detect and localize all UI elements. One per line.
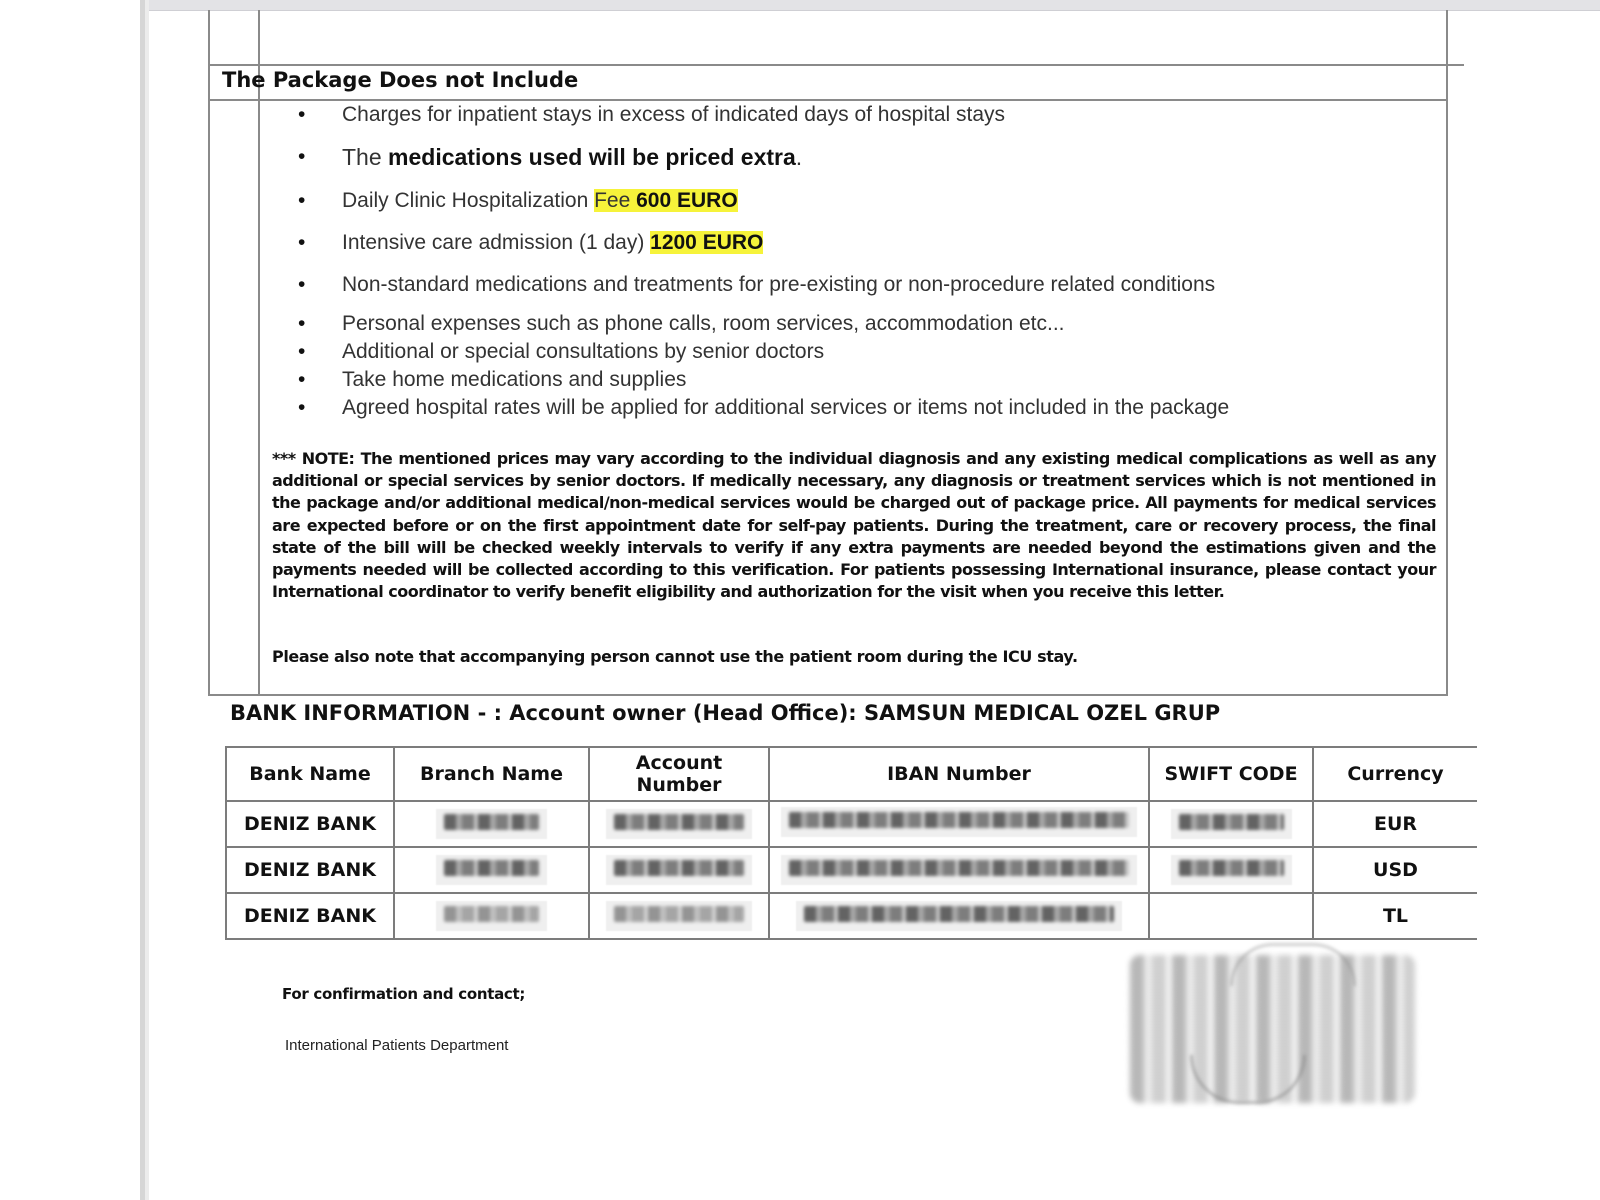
pricing-note: *** NOTE: The mentioned prices may vary according to the individual diagnosis and any existing medical complications as well as any additional or special services by senior doctors. If medically necessary, any diagnosis or treatment services which is not mentioned in the package and/or additional medical/non-medical services would be charged out of package price. All payments for medical services are expected before or on the first appointment date for self-pay patients. During the treatment, care or recovery process, the final state of the bill will be checked weekly intervals to verify if any extra payments are needed beyond the estimations given and the payments needed will be collected according to this verification. For patients possessing International insurance, please contact your International coordinator to verify benefit eligibility and authorization for the visit when you receive this letter. xyxy=(272,449,1436,602)
redacted-account xyxy=(589,801,769,847)
bank-table xyxy=(225,746,1477,940)
header-iban-number: IBAN Number xyxy=(769,747,1149,801)
header-bank-name: Bank Name xyxy=(226,747,394,801)
header-swift-code: SWIFT CODE xyxy=(1149,747,1313,801)
currency-cell: TL xyxy=(1313,893,1477,939)
redacted-branch xyxy=(394,801,589,847)
list-item: • Agreed hospital rates will be applied for additional services or items not included in the package xyxy=(296,394,1436,422)
redacted-swift xyxy=(1149,847,1313,893)
list-item: • Personal expenses such as phone calls, room services, accommodation etc... xyxy=(296,310,1436,338)
department-line: International Patients Department xyxy=(285,1037,509,1054)
page-left-margin xyxy=(0,0,145,1200)
header-currency: Currency xyxy=(1313,747,1477,801)
bank-name-cell: DENIZ BANK xyxy=(226,801,394,847)
list-item: • Daily Clinic Hospitalization Fee 600 EURO xyxy=(296,186,1436,228)
table-header-row xyxy=(226,747,1477,801)
list-item: • Intensive care admission (1 day) 1200 EURO xyxy=(296,228,1436,270)
list-item: • Charges for inpatient stays in excess of indicated days of hospital stays xyxy=(296,100,1436,142)
table-row xyxy=(226,893,1477,939)
header-branch-name: Branch Name xyxy=(394,747,589,801)
highlighted-price: 1200 EURO xyxy=(650,231,764,254)
package-inner-border xyxy=(258,10,260,696)
redacted-branch xyxy=(394,847,589,893)
package-title: The Package Does not Include xyxy=(222,68,579,92)
list-item: • Non-standard medications and treatments for pre-existing or non-procedure related conditions xyxy=(296,270,1436,310)
list-item: • Take home medications and supplies xyxy=(296,366,1436,394)
highlighted-text: Fee xyxy=(594,189,637,212)
currency-cell: USD xyxy=(1313,847,1477,893)
redacted-signature-stamp xyxy=(1130,955,1415,1103)
currency-cell: EUR xyxy=(1313,801,1477,847)
redacted-iban xyxy=(769,847,1149,893)
redacted-account xyxy=(589,847,769,893)
redacted-iban xyxy=(769,893,1149,939)
redacted-branch xyxy=(394,893,589,939)
list-item: • The medications used will be priced extra. xyxy=(296,142,1436,186)
header-account-number: Account Number xyxy=(589,747,769,801)
redacted-iban xyxy=(769,801,1149,847)
exclusion-list xyxy=(296,100,1436,422)
redacted-swift xyxy=(1149,801,1313,847)
contact-line: For confirmation and contact; xyxy=(282,985,526,1003)
icu-note: Please also note that accompanying person cannot use the patient room during the ICU stay. xyxy=(272,647,1078,666)
bank-name-cell: DENIZ BANK xyxy=(226,893,394,939)
highlighted-price: 600 EURO xyxy=(636,189,738,212)
table-row xyxy=(226,801,1477,847)
empty-swift-cell xyxy=(1149,893,1313,939)
bank-info-title: BANK INFORMATION - : Account owner (Head Office): SAMSUN MEDICAL OZEL GRUP xyxy=(230,701,1221,725)
table-row xyxy=(226,847,1477,893)
list-item: • Additional or special consultations by senior doctors xyxy=(296,338,1436,366)
bank-name-cell: DENIZ BANK xyxy=(226,847,394,893)
package-top-rule xyxy=(208,64,1464,66)
emphasis-text: medications used will be priced extra xyxy=(388,144,796,170)
signature-stroke xyxy=(1230,943,1356,986)
redacted-account xyxy=(589,893,769,939)
